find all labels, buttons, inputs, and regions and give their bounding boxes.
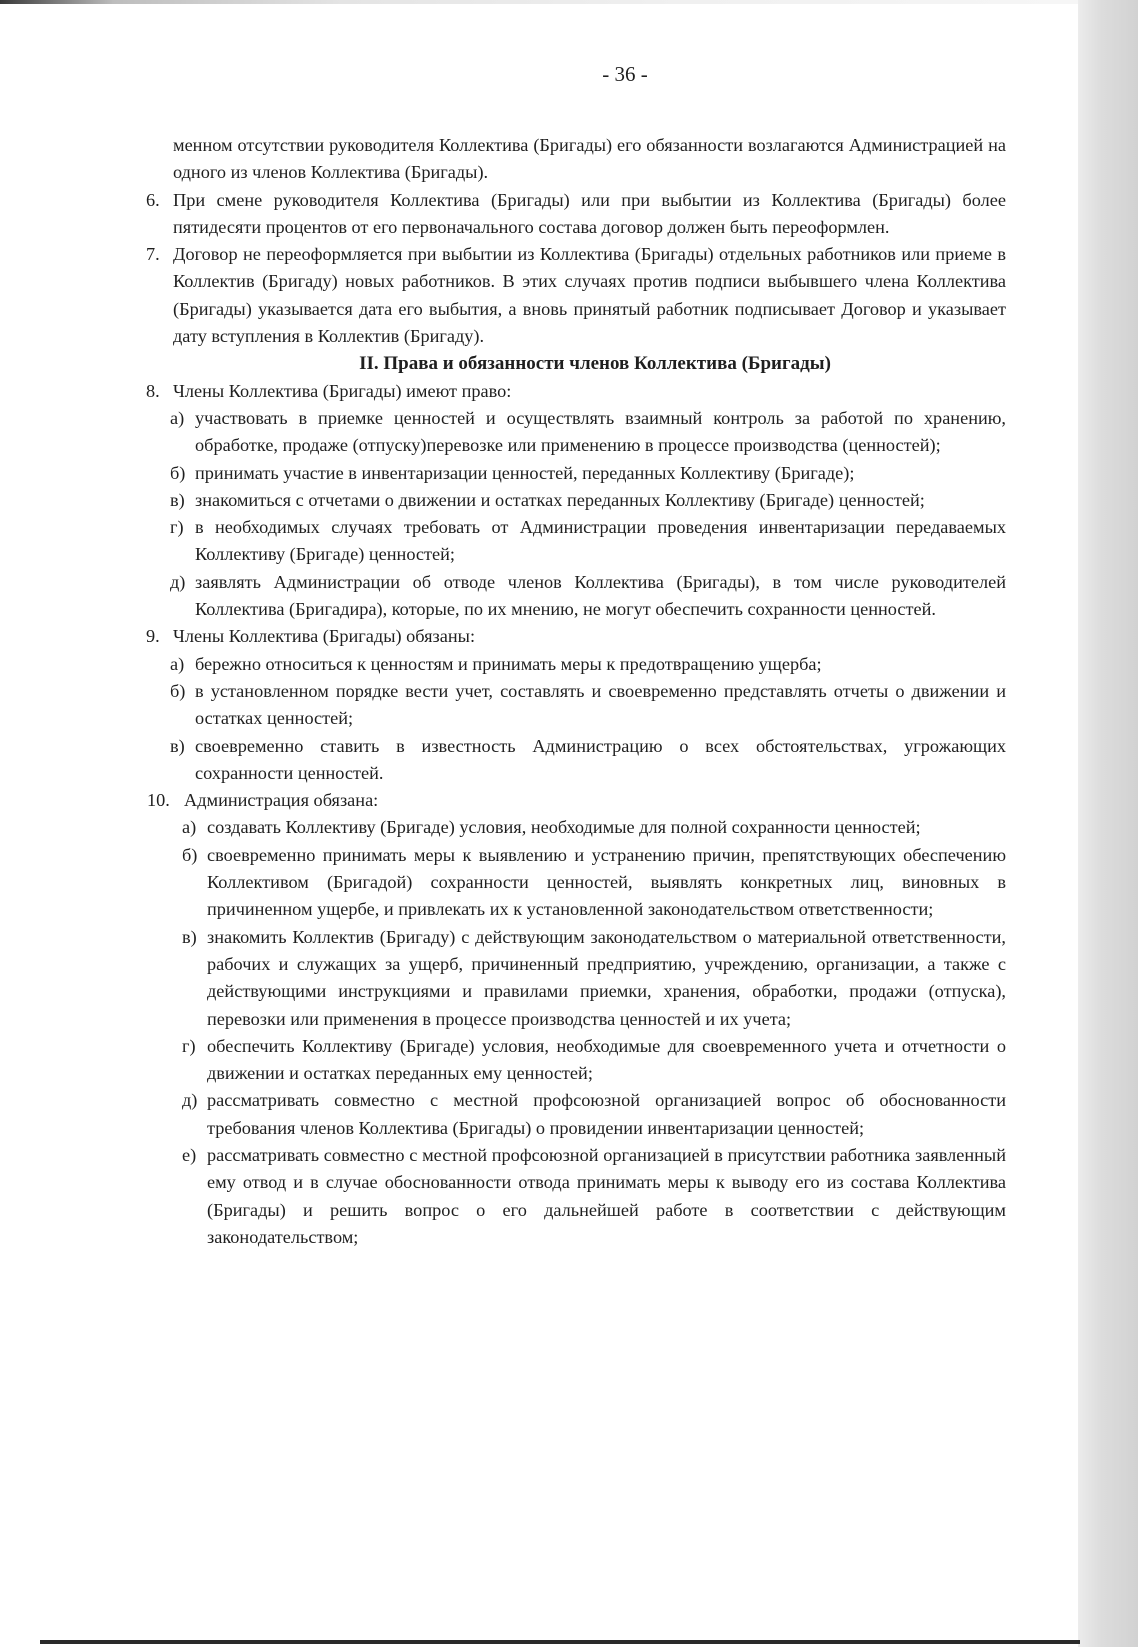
subclause-letter: б) [170, 462, 186, 483]
subclause-text: в установленном порядке вести учет, составлять и своевременно представлять отчеты о движении и остатках ценностей; [195, 680, 1006, 729]
subclause-text: бережно относиться к ценностям и принимать меры к предотвращению ущерба; [195, 653, 822, 674]
page-number: - 36 - [602, 62, 648, 86]
clause-text: При смене руководителя Коллектива (Бригады) или при выбытии из Коллектива (Бригады) более пятидесяти процентов от его первоначального состава договор должен быть переоформлен. [173, 189, 1006, 237]
subclause-letter: в) [182, 926, 197, 947]
subclause-8c [148, 487, 1006, 514]
subclause-9b [148, 678, 1006, 733]
clause-number: 9. [146, 626, 160, 647]
subclause-10e [148, 1087, 1006, 1142]
subclause-letter: г) [182, 1035, 196, 1056]
clause-text: Договор не переоформляется при выбытии из Коллектива (Бригады) отдельных работников или приеме в Коллектив (Бригаду) новых работников. В этих случаях против подписи выбывшего члена Коллектива (Бригады) указывается дата его выбытия, а вновь принятый работник подписывает Договор и указывает дату вступления в Коллектив (Бригаду). [173, 244, 1006, 347]
clause-6 [148, 187, 1006, 242]
subclause-text: рассматривать совместно с местной профсоюзной организацией вопрос об обоснованности требования членов Коллектива (Бригады) о провидении инвентаризации ценностей; [207, 1090, 1006, 1138]
subclause-text: в необходимых случаях требовать от Администрации проведения инвентаризации передаваемых Коллективу (Бригаде) ценностей; [195, 517, 1006, 565]
continued-paragraph: менном отсутствии руководителя Коллектива (Бригады) его обязанности возлагаются Администрацией на одного из членов Коллектива (Бригады). [173, 135, 1006, 183]
clause-7 [148, 241, 1006, 350]
subclause-text: своевременно ставить в известность Администрацию о всех обстоятельствах, угрожающих сохранности ценностей. [195, 735, 1006, 783]
subclause-letter: б) [170, 680, 186, 701]
subclause-text: участвовать в приемке ценностей и осуществлять взаимный контроль за работой по хранению, обработке, продаже (отпуску)перевозке или применению в процессе производства (ценностей); [195, 407, 1006, 456]
subclause-letter: а) [182, 817, 197, 838]
subclause-letter: д) [182, 1090, 198, 1111]
subclause-text: обеспечить Коллективу (Бригаде) условия, необходимые для своевременного учета и отчетности о движении и остатках переданных ему ценностей; [207, 1035, 1006, 1084]
subclause-letter: в) [170, 735, 185, 756]
document-body [148, 132, 1006, 1251]
subclause-text: своевременно принимать меры к выявлению и устранению причин, препятствующих обеспечению Коллективом (Бригадой) сохранности ценностей, выявлять конкретных лиц, виновных в причиненном ущербе, и привлекать их к установленной законодательством ответственности; [207, 844, 1006, 920]
scan-top-edge [0, 0, 1138, 4]
subclause-text: знакомиться с отчетами о движении и остатках переданных Коллективу (Бригаде) ценностей; [195, 489, 925, 510]
subclause-text: рассматривать совместно с местной профсоюзной организацией в присутствии работника заявленный ему отвод и в случае обоснованности отвода принимать меры к выводу его из состава Коллектива (Бригады) и решить вопрос о его дальнейшей работе в соответствии с действующим законодательством; [207, 1144, 1006, 1247]
clause-text: Администрация обязана: [184, 790, 379, 811]
subclause-8b [148, 460, 1006, 487]
section-heading: II. Права и обязанности членов Коллектива (Бригады) [359, 353, 831, 375]
subclause-letter: а) [170, 407, 185, 428]
scan-bottom-edge [40, 1640, 1080, 1644]
clause-text: Члены Коллектива (Бригады) обязаны: [173, 626, 476, 647]
subclause-letter: а) [170, 653, 185, 674]
clause-number: 8. [146, 380, 160, 401]
subclause-letter: б) [182, 844, 198, 865]
subclause-10f [148, 1142, 1006, 1251]
subclause-10d [148, 1033, 1006, 1088]
subclause-text: знакомить Коллектив (Бригаду) с действующим законодательством о материальной ответственности, рабочих и служащих за ущерб, причиненный предприятию, учреждению, организации, а также с действующими инструкциями и правилами приемки, хранения, обработки, продажи (отпуска), перевозки или применения в процессе производства ценностей и их учета; [207, 926, 1006, 1029]
subclause-10b [148, 842, 1006, 924]
clause-8 [148, 378, 1006, 405]
subclause-letter: в) [170, 489, 185, 510]
subclause-10a [148, 814, 1006, 841]
clause-10 [148, 787, 1006, 814]
subclause-letter: д) [170, 571, 186, 592]
subclause-text: заявлять Администрации об отводе членов Коллектива (Бригады), в том числе руководителей Коллектива (Бригадира), которые, по их мнению, не могут обеспечить сохранности ценностей. [195, 571, 1006, 620]
clause-9 [148, 623, 1006, 650]
clause-number: 6. [146, 189, 160, 210]
subclause-10c [148, 924, 1006, 1033]
subclause-8a [148, 405, 1006, 460]
subclause-8e [148, 569, 1006, 624]
subclause-9c [148, 733, 1006, 788]
subclause-8d [148, 514, 1006, 569]
clause-number: 7. [146, 244, 160, 265]
scan-right-shadow [1078, 0, 1138, 1647]
clause-text: Члены Коллектива (Бригады) имеют право: [173, 380, 512, 401]
subclause-letter: г) [170, 517, 184, 538]
subclause-text: принимать участие в инвентаризации ценностей, переданных Коллективу (Бригаде); [195, 462, 855, 483]
subclause-text: создавать Коллективу (Бригаде) условия, необходимые для полной сохранности ценностей; [207, 817, 921, 838]
clause-number: 10. [147, 790, 170, 811]
subclause-letter: е) [182, 1144, 197, 1165]
subclause-9a [148, 651, 1006, 678]
